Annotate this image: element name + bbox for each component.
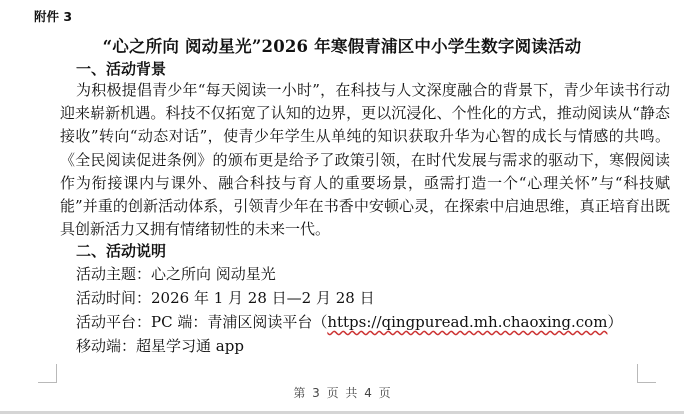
document-title: “心之所向 阅动星光”2026 年寒假青浦区中小学生数字阅读活动: [102, 37, 582, 56]
section-heading-background: 一、活动背景: [76, 60, 167, 78]
margin-corner-mark-left: [38, 364, 57, 383]
activity-platform: [76, 311, 622, 332]
section-heading-description: 二、活动说明: [76, 242, 167, 260]
platform-url-link[interactable]: https://qingpuread.mh.chaoxing.com: [327, 313, 608, 331]
platform-prefix: 活动平台：PC 端：青浦区阅读平台（: [76, 313, 328, 331]
page-footer: 第 3 页 共 4 页: [293, 386, 391, 400]
platform-suffix: ）: [607, 313, 623, 331]
attachment-label: 附件 3: [34, 9, 73, 24]
margin-corner-mark-right: [637, 364, 656, 383]
background-paragraph: 为积极提倡青少年“每天阅读一小时”，在科技与人文深度融合的背景下，青少年读书行动迎来崭新机遇。科技不仅拓宽了认知的边界，更以沉浸化、个性化的方式，推动阅读从“静态接收”转向“动态对话”，使青少年学生从单纯的知识获取升华为心智的成长与情感的共鸣。《全民阅读促进条例》的颁布更是给予了政策引领，在时代发展与需求的驱动下，寒假阅读作为衔接课内与课外、融合科技与育人的重要场景，亟需打造一个“心理关怀”与“科技赋能”并重的创新活动体系，引领青少年在书香中安顿心灵，在探索中启迪思维，真正培育出既具创新活力又拥有情绪韧性的未来一代。: [60, 81, 670, 239]
mobile-platform: 移动端：超星学习通 app: [76, 337, 244, 355]
activity-theme: 活动主题：心之所向 阅动星光: [76, 265, 276, 283]
activity-time: 活动时间：2026 年 1 月 28 日—2 月 28 日: [76, 289, 375, 307]
